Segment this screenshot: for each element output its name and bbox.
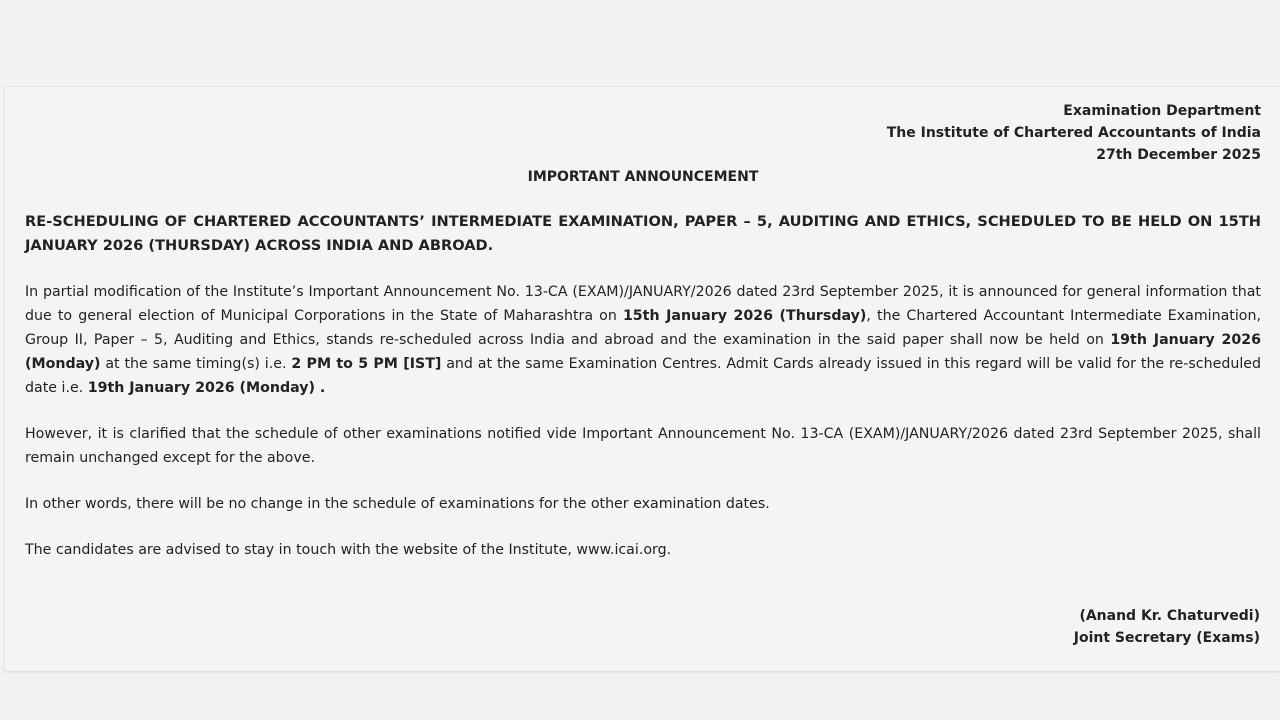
para1-bold-admit-date: 19th January 2026 (Monday) . [87,380,326,396]
paragraph-main [25,280,1261,400]
para1-text-2: , the Chartered Accountant Intermediate Examination, Group II, Paper – 5, Auditing and Ethics, stands re-scheduled across India and abroad and the examination in the said paper shall now be held on [25,308,1261,348]
department-name: Examination Department [1063,103,1261,119]
paragraph-no-change: In other words, there will be no change in the schedule of examinations for the other examination dates. [25,496,770,512]
signature-block [1074,605,1260,649]
para1-text-1: In partial modification of the Institute’s Important Announcement No. 13-CA (EXAM)/JANUARY/2026 dated 23rd September 2025, it is announced for general information that due to general election of Municipal Corporations in the State of Maharashtra on [25,284,1261,324]
signatory-name: (Anand Kr. Chaturvedi) [1079,608,1260,624]
signatory-designation: Joint Secretary (Exams) [1073,630,1260,646]
announcement-title: IMPORTANT ANNOUNCEMENT [527,169,759,185]
para1-bold-original-date: 15th January 2026 (Thursday) [622,308,867,324]
announcement-content [25,100,1261,562]
institute-name: The Institute of Chartered Accountants of India [886,125,1261,141]
para1-bold-new-date: 19th January 2026 (Monday) [25,332,1261,372]
paragraph-clarification: However, it is clarified that the schedule of other examinations notified vide Important Announcement No. 13-CA (EXAM)/JANUARY/2026 dated 23rd September 2025, shall remain unchanged except for the above. [25,426,1261,466]
para1-bold-timing: 2 PM to 5 PM [IST] [291,356,442,372]
paragraph-advice: The candidates are advised to stay in touch with the website of the Institute, www.icai.org. [25,542,672,558]
issuer-block [25,100,1261,166]
announcement-subject: RE-SCHEDULING OF CHARTERED ACCOUNTANTS’ INTERMEDIATE EXAMINATION, PAPER – 5, AUDITING AND ETHICS, SCHEDULED TO BE HELD ON 15TH JANUARY 2026 (THURSDAY) ACROSS INDIA AND ABROAD. [25,213,1261,254]
issue-date: 27th December 2025 [1096,147,1261,163]
para1-text-4: and at the same Examination Centres. Admit Cards already issued in this regard will be valid for the re-scheduled date i.e. [25,356,1261,396]
para1-text-3: at the same timing(s) i.e. [100,356,292,372]
